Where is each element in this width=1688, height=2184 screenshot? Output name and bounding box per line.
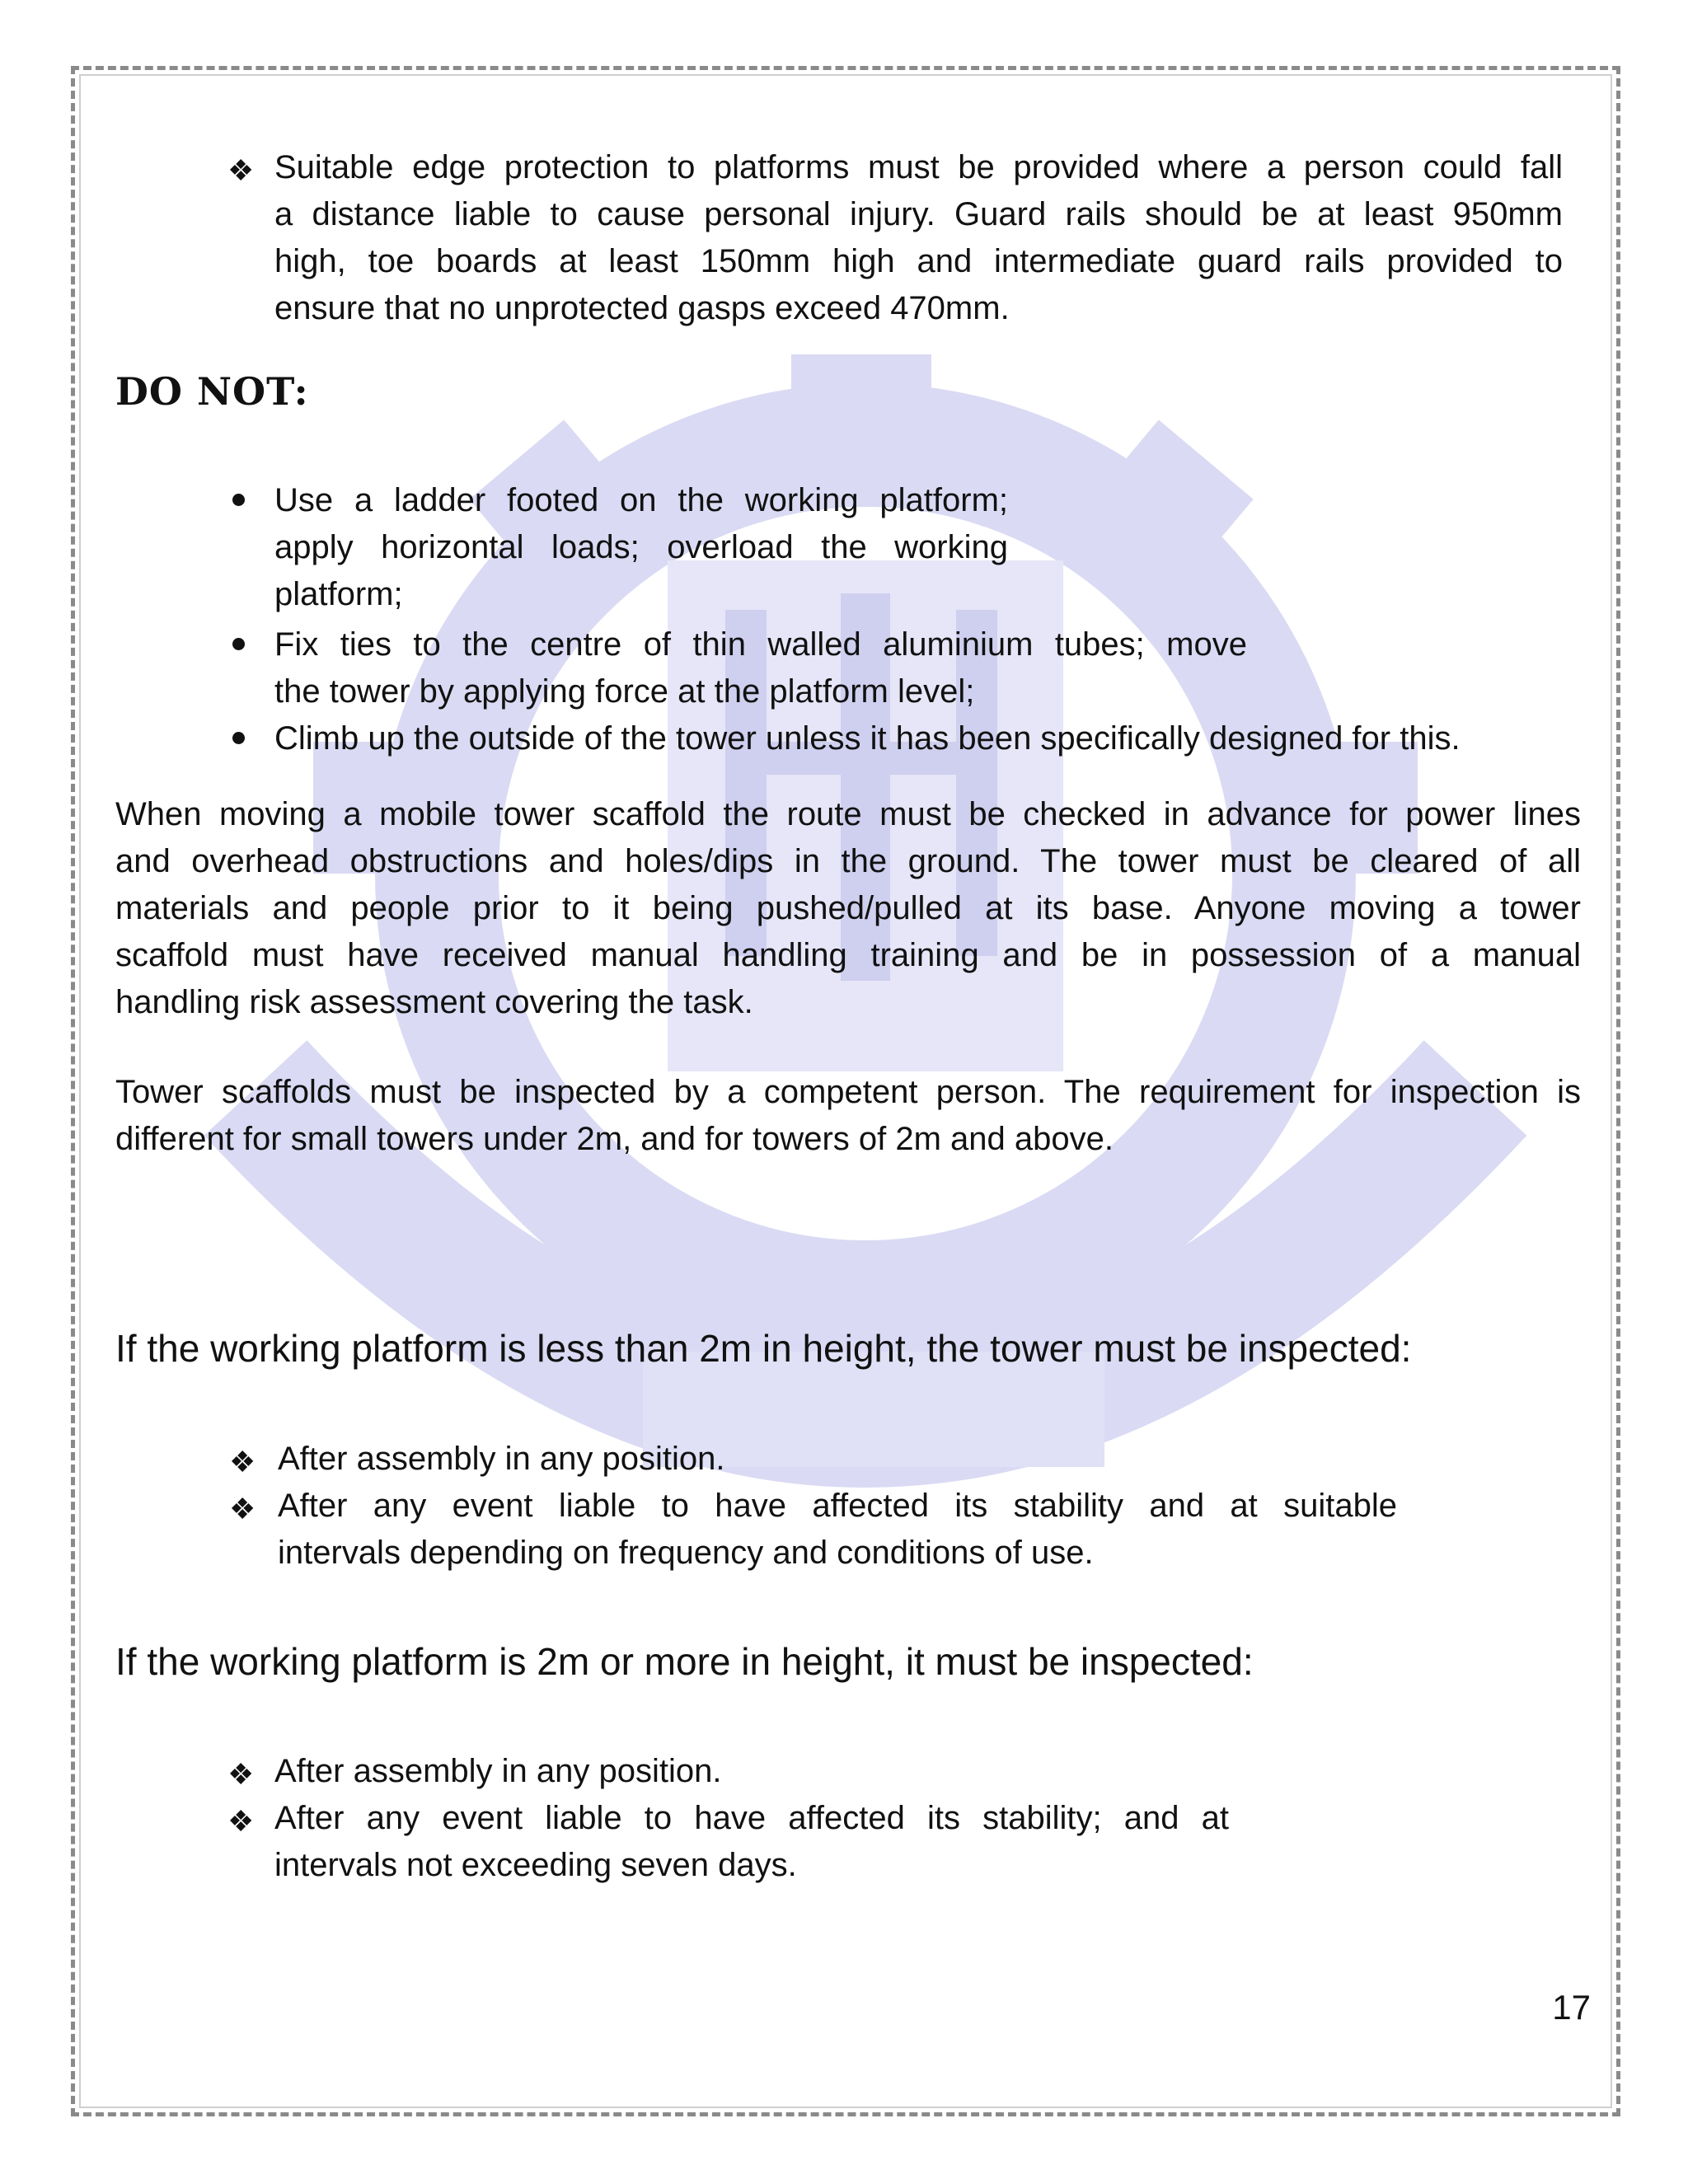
moving-paragraph-line-3: materials and people prior to it being pushed/pulled at its base. Anyone moving a tower [115,890,1581,926]
under-2m-item-2-line-1: After any event liable to have affected its stability and at suitable [278,1488,1397,1524]
bullet-dot-icon [232,494,245,506]
moving-paragraph-line-2: and overhead obstructions and holes/dips in the ground. The tower must be cleared of all [115,843,1581,879]
diamond-bullet-icon: ❖ [227,1804,255,1838]
bullet-dot-icon [232,638,245,650]
over-2m-item-2-line-1: After any event liable to have affected its stability; and at [274,1800,1229,1836]
under-2m-heading: If the working platform is less than 2m in height, the tower must be inspected: [115,1327,1412,1370]
diamond-bullet-icon: ❖ [229,1492,256,1526]
do-not-heading: DO NOT: [115,369,309,414]
do-not-item-1-line-1: Use a ladder footed on the working platform; [274,482,1008,518]
over-2m-item-1: After assembly in any position. [274,1753,722,1789]
inspection-paragraph-line-1: Tower scaffolds must be inspected by a competent person. The requirement for inspection is [115,1074,1581,1110]
diamond-bullet-icon: ❖ [229,1445,256,1479]
top-bullet-line-2: a distance liable to cause personal injury. Guard rails should be at least 950mm [274,196,1563,232]
do-not-item-1-line-2: apply horizontal loads; overload the working [274,529,1008,565]
top-bullet-line-4: ensure that no unprotected gasps exceed 470mm. [274,290,1010,326]
page-number: 17 [1552,1988,1591,2027]
inspection-paragraph-line-2: different for small towers under 2m, and for towers of 2m and above. [115,1121,1114,1157]
diamond-bullet-icon: ❖ [227,153,255,187]
over-2m-heading: If the working platform is 2m or more in height, it must be inspected: [115,1640,1254,1683]
bullet-dot-icon [232,732,245,744]
do-not-item-3-line-1: Climb up the outside of the tower unless it has been specifically designed for this. [274,720,1461,757]
under-2m-item-1: After assembly in any position. [278,1441,725,1477]
do-not-item-2-line-2: the tower by applying force at the platform level; [274,673,975,710]
do-not-item-1-line-3: platform; [274,576,403,612]
moving-paragraph-line-1: When moving a mobile tower scaffold the route must be checked in advance for power lines [115,796,1581,832]
top-bullet-line-1: Suitable edge protection to platforms must be provided where a person could fall [274,149,1563,185]
over-2m-item-2-line-2: intervals not exceeding seven days. [274,1847,797,1883]
moving-paragraph-line-5: handling risk assessment covering the task. [115,984,753,1020]
under-2m-item-2-line-2: intervals depending on frequency and conditions of use. [278,1535,1094,1571]
moving-paragraph-line-4: scaffold must have received manual handling training and be in possession of a manual [115,937,1581,973]
top-bullet-line-3: high, toe boards at least 150mm high and intermediate guard rails provided to [274,243,1563,279]
do-not-item-2-line-1: Fix ties to the centre of thin walled aluminium tubes; move [274,626,1247,663]
diamond-bullet-icon: ❖ [227,1757,255,1791]
